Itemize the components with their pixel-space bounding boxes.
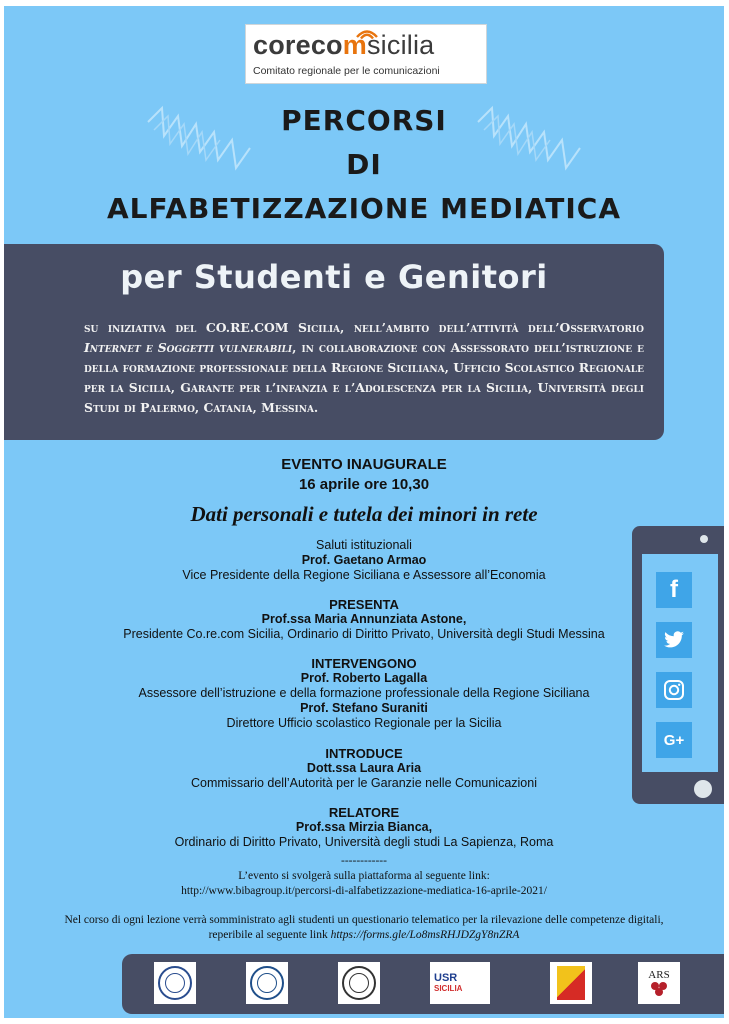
partner-logos-bar [122, 954, 724, 1014]
phone-mockup [632, 526, 724, 804]
twitter-icon[interactable] [656, 622, 692, 658]
university-seal-logo-2 [246, 962, 288, 1004]
saluti-label: Saluti istituzionali [316, 538, 412, 552]
title-line-3: ALFABETIZZAZIONE MEDIATICA [106, 192, 622, 225]
relatore-label: RELATORE [328, 805, 400, 820]
title-line-2: DI [346, 148, 382, 181]
phone-home-button [694, 780, 712, 798]
instagram-icon[interactable] [656, 672, 692, 708]
relatore-role: Ordinario di Diritto Privato, Università degli studi La Sapienza, Roma [174, 835, 554, 849]
questionnaire-text: Nel corso di ogni lezione verrà somministrato agli studenti un questionario telematico per la rilevazione delle competenze digitali, [64, 914, 664, 926]
intervengono-role-2: Direttore Ufficio scolastico Regionale per la Sicilia [226, 716, 502, 730]
platform-link[interactable]: http://www.bibagroup.it/percorsi-di-alfabetizzazione-mediatica-16-aprile-2021/ [181, 885, 547, 897]
presenta-label: PRESENTA [329, 597, 399, 612]
phone-camera [700, 535, 708, 543]
relatore-name: Prof.ssa Mirzia Bianca, [295, 820, 433, 834]
usr-sicilia-logo: USR SICILIA [430, 962, 490, 1004]
platform-text: L’evento si svolgerà sulla piattaforma al seguente link: [238, 870, 490, 882]
panel-body-text: su iniziativa del CO.RE.COM Sicilia, nell’ambito dell’attività dell’Osservatorio Internet e Soggetti vulnerabili, in collaborazione con Assessorato dell’istruzione e della formazione professionale della Regione Siciliana, Ufficio Scolastico Regionale per la Sicilia, Garante per l’infanzia e l’Adolescenza per la Sicilia, Università degli Studi di Palermo, Catania, Messina. [84, 320, 644, 415]
facebook-icon[interactable]: f [656, 572, 692, 608]
event-theme: Dati personali e tutela dei minori in rete [190, 502, 538, 526]
separator: ------------ [341, 855, 387, 867]
panel-subtitle: per Studenti e Genitori [120, 258, 548, 296]
presenta-role: Presidente Co.re.com Sicilia, Ordinario di Diritto Privato, Università degli Studi Messina [123, 627, 605, 641]
intervengono-name-2: Prof. Stefano Suraniti [300, 701, 428, 715]
intervengono-name-1: Prof. Roberto Lagalla [300, 671, 428, 685]
regione-siciliana-logo [550, 962, 592, 1004]
intervengono-role-1: Assessore dell’istruzione e della formazione professionale della Regione Siciliana [138, 686, 590, 700]
ars-logo: ARS [638, 962, 680, 1004]
google-plus-icon[interactable]: G+ [656, 722, 692, 758]
university-seal-logo-1 [154, 962, 196, 1004]
corecom-logo [245, 24, 487, 84]
observatory-name: Internet e Soggetti vulnerabili [84, 340, 293, 355]
logo-brand: corecomsicilia [253, 30, 435, 60]
introduce-name: Dott.ssa Laura Aria [306, 761, 422, 775]
logo-tagline: Comitato regionale per le comunicazioni [253, 65, 440, 77]
intervengono-label: INTERVENGONO [311, 656, 417, 671]
introduce-role: Commissario dell’Autorità per le Garanzie nelle Comunicazioni [191, 776, 537, 790]
saluti-name: Prof. Gaetano Armao [301, 553, 427, 567]
university-seal-logo-3 [338, 962, 380, 1004]
phone-screen [642, 554, 718, 772]
corecom-name: CO.RE.COM [205, 320, 289, 335]
poster [4, 6, 724, 1018]
questionnaire-line-2: reperibile al seguente link https://forms.gle/Lo8msRHJDZgY8nZRA [208, 929, 520, 941]
questionnaire-link[interactable]: https://forms.gle/Lo8msRHJDZgY8nZRA [330, 929, 520, 941]
presenta-name: Prof.ssa Maria Annunziata Astone, [261, 612, 467, 626]
event-date: 16 aprile ore 10,30 [298, 476, 430, 493]
event-heading: EVENTO INAUGURALE [281, 456, 447, 473]
audience-panel [4, 244, 664, 440]
introduce-label: INTRODUCE [325, 746, 403, 761]
saluti-role: Vice Presidente della Regione Siciliana e Assessore all’Economia [182, 568, 546, 582]
title-line-1: PERCORSI [281, 104, 447, 137]
